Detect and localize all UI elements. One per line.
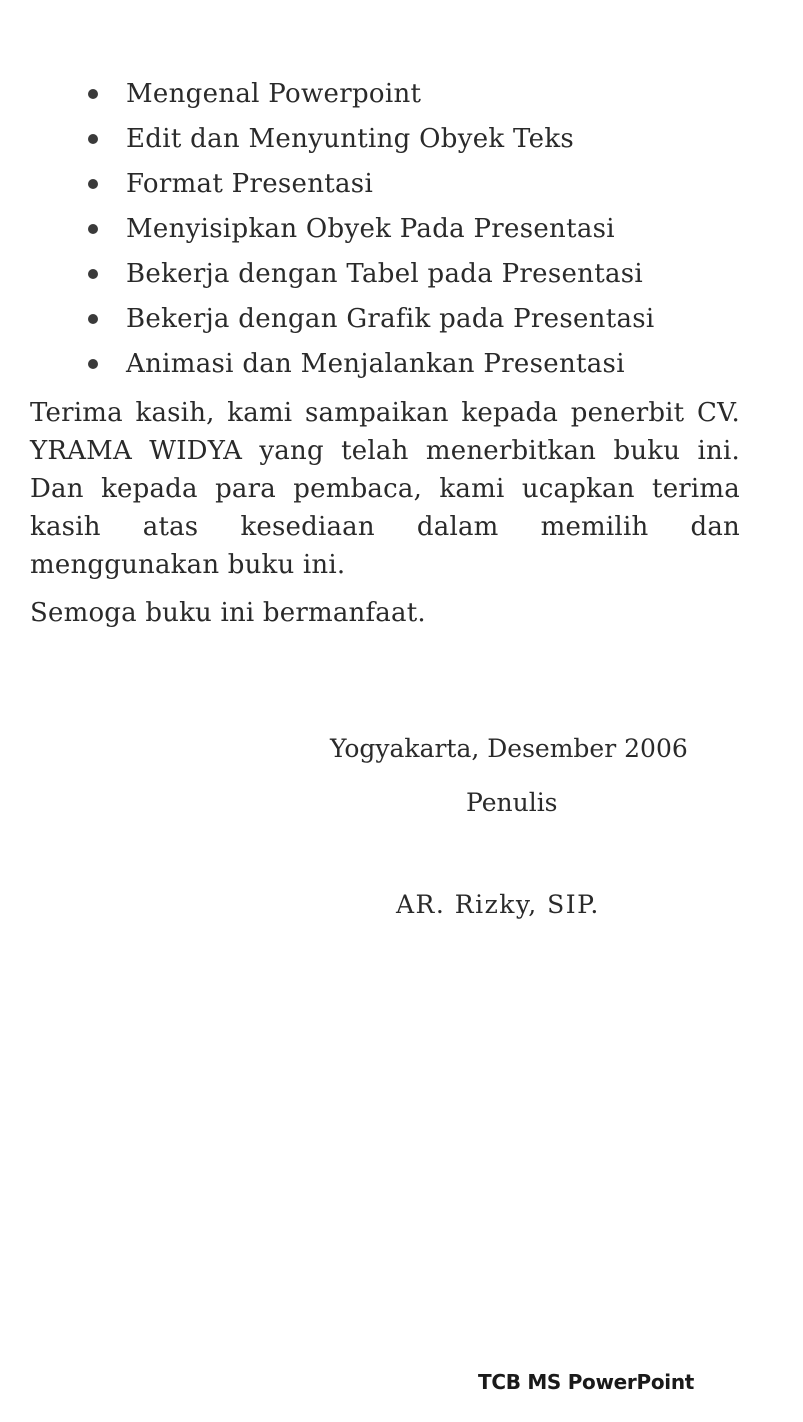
list-item-text: Edit dan Menyunting Obyek Teks: [126, 124, 575, 154]
list-item: [88, 252, 655, 297]
bullet-icon: [88, 134, 98, 144]
bullet-icon: [88, 89, 98, 99]
bullet-icon: [88, 224, 98, 234]
list-item: [88, 117, 655, 162]
list-item: [88, 342, 655, 387]
list-item-text: Format Presentasi: [126, 169, 374, 199]
list-item: [88, 162, 655, 207]
list-item: [88, 297, 655, 342]
list-item-text: Bekerja dengan Grafik pada Presentasi: [126, 304, 655, 334]
bullet-icon: [88, 269, 98, 279]
bullet-icon: [88, 314, 98, 324]
bullet-icon: [88, 179, 98, 189]
list-item-text: Menyisipkan Obyek Pada Presentasi: [126, 214, 615, 244]
bullet-icon: [88, 359, 98, 369]
list-item: [88, 207, 655, 252]
list-item-text: Bekerja dengan Tabel pada Presentasi: [126, 259, 643, 289]
list-item: [88, 72, 655, 117]
list-item-text: Animasi dan Menjalankan Presentasi: [126, 349, 625, 379]
place-date: Yogyakarta, Desember 2006: [330, 734, 688, 763]
acknowledgement-paragraph: Terima kasih, kami sampaikan kepada penerbit CV. YRAMA WIDYA yang telah menerbitkan buku ini. Dan kepada para pembaca, kami ucapkan terima kasih atas kesediaan dalam memilih dan menggunakan buku ini.: [30, 398, 740, 580]
closing-wish-paragraph: Semoga buku ini bermanfaat.: [30, 598, 426, 628]
topic-list: [88, 72, 655, 387]
author-name: AR. Rizky, SIP.: [396, 890, 600, 919]
list-item-text: Mengenal Powerpoint: [126, 79, 422, 109]
writer-role: Penulis: [466, 788, 558, 817]
footer-book-title: TCB MS PowerPoint: [478, 1370, 695, 1394]
